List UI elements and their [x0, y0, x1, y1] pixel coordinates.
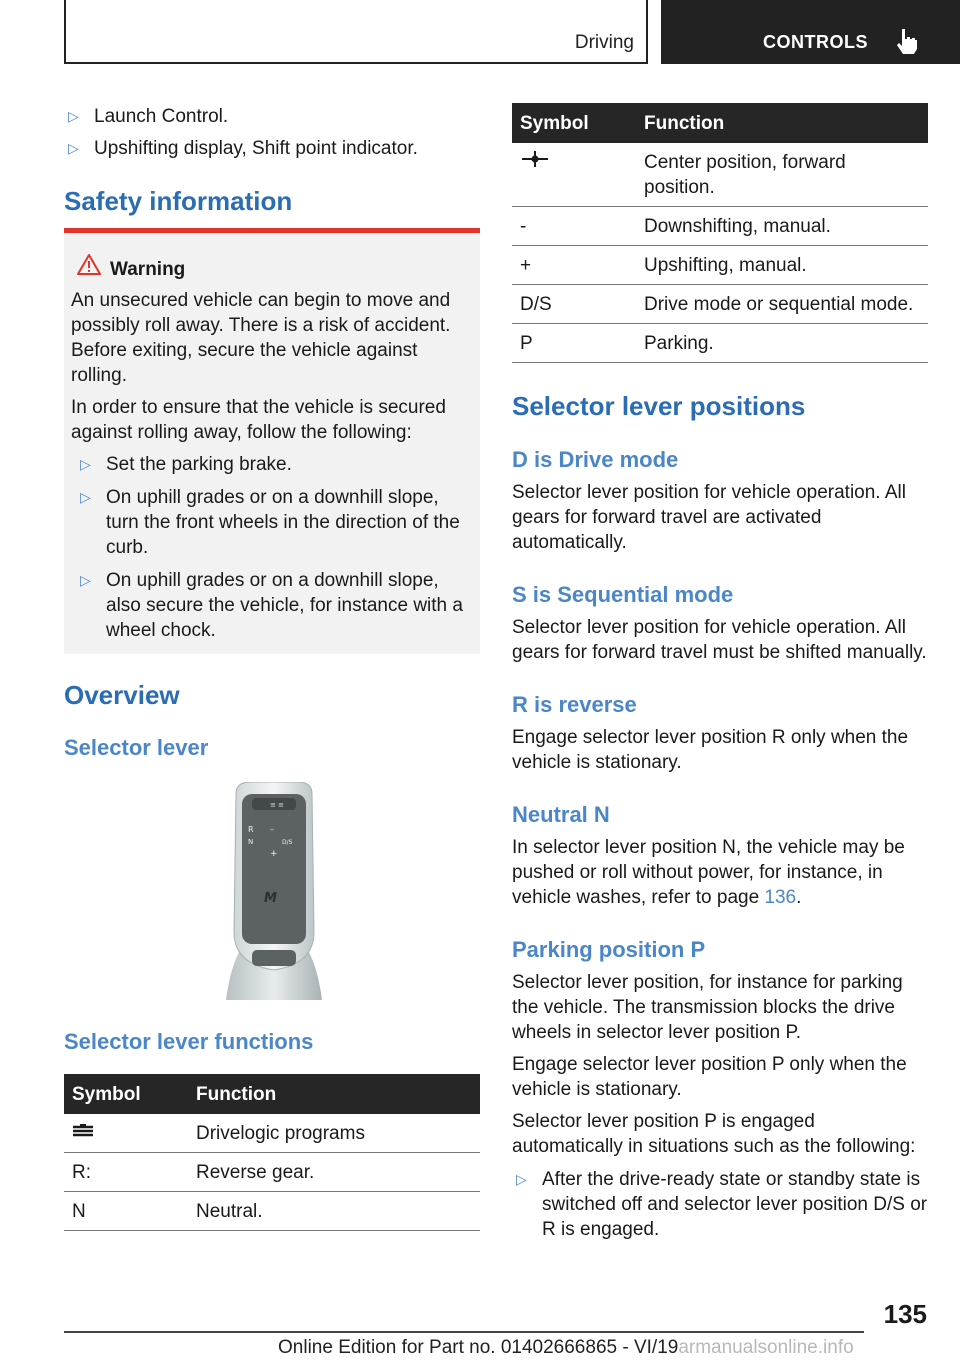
symbol-cell: N	[64, 1192, 188, 1231]
symbol-cell: D/S	[512, 285, 636, 324]
warning-paragraph: An unsecured vehicle can begin to move and possibly roll away. There is a risk of accident. Before exiting, secure the vehicle against rolling.	[71, 290, 451, 386]
table-row	[64, 1114, 480, 1153]
selector-lever-image	[224, 782, 324, 1000]
symbol-cell	[64, 1114, 188, 1153]
table-row	[512, 207, 928, 246]
lever-marking: N	[248, 838, 254, 846]
neutral-text: In selector lever position N, the vehicle may be pushed or roll without power, for instance, in vehicle washes, refer to page 136.	[512, 837, 905, 908]
bullet-triangle-icon: ▷	[80, 572, 91, 588]
functions-table-right	[512, 103, 928, 363]
list-item: ▷ After the drive-ready state or standby state is switched off and selector lever position D/S or R is engaged.	[516, 1169, 928, 1240]
table-row	[512, 285, 928, 324]
lever-marking: +	[270, 849, 278, 859]
drivelogic-icon	[72, 1123, 94, 1139]
warning-list-item: ▷ On uphill grades or on a downhill slope, also secure the vehicle, for instance with a wheel chock.	[80, 570, 463, 641]
bullet-triangle-icon: ▷	[68, 140, 79, 156]
safety-heading: Safety information	[64, 186, 293, 216]
column-header-function: Function	[188, 1074, 480, 1114]
overview-heading: Overview	[64, 680, 180, 710]
list-item: ▷ Launch Control.	[68, 106, 229, 127]
sequential-mode-text: Selector lever position for vehicle operation. All gears for forward travel must be shifted manually.	[512, 617, 927, 663]
function-cell: Upshifting, manual.	[636, 246, 928, 285]
table-row	[512, 324, 928, 363]
warning-triangle-icon	[76, 253, 102, 276]
function-cell: Reverse gear.	[188, 1153, 480, 1192]
warning-list-item: ▷ On uphill grades or on a downhill slope, turn the front wheels in the direction of the curb.	[80, 487, 460, 558]
function-cell: Drive mode or sequential mode.	[636, 285, 928, 324]
warning-paragraph: In order to ensure that the vehicle is secured against rolling away, follow the following:	[71, 397, 446, 443]
symbol-cell	[512, 143, 636, 207]
drive-mode-heading: D is Drive mode	[512, 447, 679, 472]
header-chapter-label: CONTROLS	[763, 32, 868, 52]
warning-rule	[64, 228, 480, 233]
table-row	[64, 1192, 480, 1231]
bullet-triangle-icon: ▷	[80, 489, 91, 505]
reverse-text: Engage selector lever position R only when the vehicle is stationary.	[512, 727, 909, 773]
drive-mode-text: Selector lever position for vehicle operation. All gears for forward travel are activated automatically.	[512, 482, 906, 553]
symbol-cell: P	[512, 324, 636, 363]
lever-marking: R	[248, 825, 254, 834]
function-cell: Drivelogic programs	[188, 1114, 480, 1153]
function-cell: Downshifting, manual.	[636, 207, 928, 246]
table-row	[64, 1153, 480, 1192]
warning-list-item: ▷ Set the parking brake.	[80, 454, 292, 475]
column-header-symbol: Symbol	[64, 1074, 188, 1114]
symbol-cell: +	[512, 246, 636, 285]
selector-lever-heading: Selector lever	[64, 735, 209, 760]
parking-text: Selector lever position, for instance for parking the vehicle. The transmission blocks the drive wheels in selector lever position P.	[512, 972, 903, 1043]
positions-heading: Selector lever positions	[512, 391, 806, 421]
pointing-hand-icon	[897, 28, 919, 54]
column-header-symbol: Symbol	[512, 103, 636, 143]
symbol-cell: R:	[64, 1153, 188, 1192]
header-section-title: Driving	[574, 32, 634, 53]
warning-title: Warning	[110, 259, 186, 280]
center-position-icon	[520, 150, 550, 168]
m-logo: M	[264, 891, 277, 906]
column-header-function: Function	[636, 103, 928, 143]
header-chapter-tab[interactable]	[661, 0, 960, 64]
drivelogic-mark: ≡ ≡	[270, 801, 284, 809]
symbol-cell: -	[512, 207, 636, 246]
selector-functions-heading: Selector lever functions	[64, 1029, 314, 1054]
sequential-mode-heading: S is Sequential mode	[512, 582, 734, 607]
warning-box	[64, 228, 480, 654]
page-number: 135	[883, 1299, 927, 1329]
function-cell: Parking.	[636, 324, 928, 363]
table-row	[512, 143, 928, 207]
parking-text: Selector lever position P is engaged automatically in situations such as the following:	[512, 1111, 916, 1157]
neutral-heading: Neutral N	[512, 802, 610, 827]
lever-marking: –	[270, 825, 274, 834]
table-row	[512, 246, 928, 285]
functions-table-left	[64, 1074, 480, 1231]
footer-edition: Online Edition for Part no. 01402666865 - VI/19armanualsonline.info	[278, 1337, 854, 1358]
reverse-heading: R is reverse	[512, 692, 637, 717]
footer-rule	[64, 1331, 864, 1333]
parking-heading: Parking position P	[512, 937, 706, 962]
page-reference-link[interactable]: 136	[764, 887, 797, 908]
lever-marking: D/S	[282, 839, 293, 846]
bullet-triangle-icon: ▷	[68, 108, 79, 124]
watermark: armanualsonline.info	[678, 1337, 854, 1358]
parking-text: Engage selector lever position P only when the vehicle is stationary.	[512, 1054, 907, 1100]
function-cell: Neutral.	[188, 1192, 480, 1231]
header-section-box	[64, 0, 648, 64]
bullet-triangle-icon: ▷	[80, 456, 91, 472]
bullet-triangle-icon: ▷	[516, 1171, 527, 1187]
function-cell: Center position, forward position.	[636, 143, 928, 207]
list-item: ▷ Upshifting display, Shift point indicator.	[68, 138, 418, 159]
